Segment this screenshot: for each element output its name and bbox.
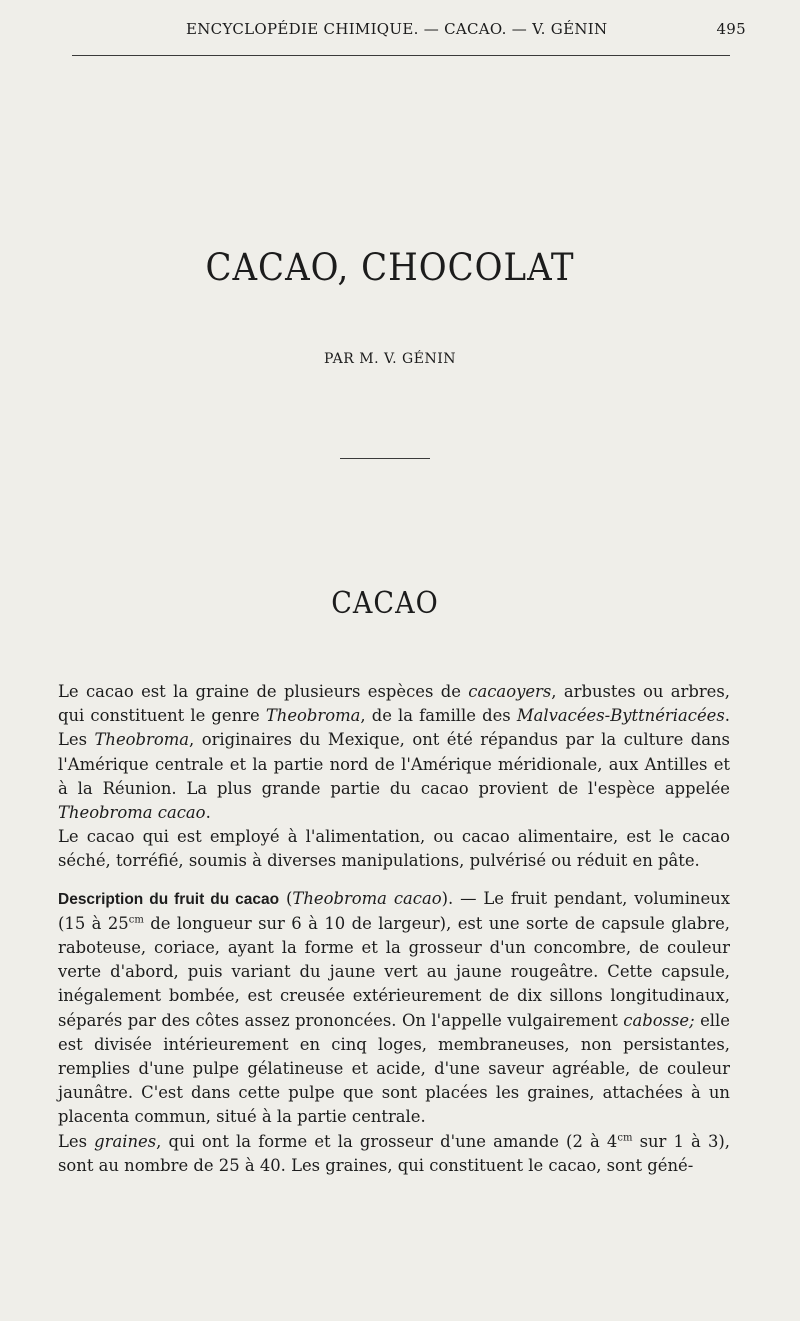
text-run: — Le fruit pendant, volumineux (15 à 25 <box>58 888 730 933</box>
italic-run: cabosse; <box>623 1010 695 1030</box>
text-run: sur 1 à 3), sont au nombre de 25 à 40. Les graines, qui constituent le cacao, sont géné- <box>58 1131 730 1175</box>
text-run: elle est divisée intérieurement en cinq loges, membraneuses, non persistantes, remplies d'une pulpe gélatineuse et acide, d'une saveur agréable, de couleur jaunâtre. C'est dans cette pulpe que sont placées les graines, attachées à un placenta commun, situé à la partie centrale. <box>58 1010 730 1127</box>
text-run: de longueur sur 6 à 10 de largeur), est une sorte de capsule glabre, raboteuse, coriace, ayant la forme et la grosseur d'un concombre, de couleur verte d'abord, puis variant du jaune vert au jaune rougeâtre. Cette capsule, inégalement bombée, est creusée extérieurement de dix sillons longitudinaux, séparés par des côtes assez prononcées. On l'appelle vulgairement <box>58 913 730 1030</box>
italic-run: Theobroma cacao <box>292 888 442 908</box>
paragraph-4 <box>40 1130 730 1178</box>
paragraph-heading: Description du fruit du cacao <box>58 890 280 908</box>
text-run: , arbustes ou arbres, qui constituent le genre <box>58 682 731 726</box>
text-run: Les <box>58 1131 95 1151</box>
text-run: , qui ont la forme et la grosseur d'une amande (2 à 4 <box>156 1131 618 1151</box>
italic-run: Malvacées-Byttnériacées <box>516 706 725 726</box>
paragraph-3 <box>40 887 730 1130</box>
paragraph-1 <box>40 680 730 825</box>
text-run: . <box>205 803 211 823</box>
body-text <box>40 680 730 1178</box>
italic-run: graines <box>94 1131 157 1151</box>
italic-run: Theobroma <box>94 730 190 750</box>
paragraph-2: Le cacao qui est employé à l'alimentation, ou cacao alimentaire, est le cacao séché, torréfié, soumis à diverses manipulations, pulvérisé ou réduit en pâte. <box>58 827 730 871</box>
italic-run: Theobroma cacao <box>58 803 206 823</box>
main-title: CACAO, CHOCOLAT <box>205 246 575 290</box>
italic-run: Theobroma <box>265 706 361 726</box>
page-number: 495 <box>716 20 746 38</box>
text-run: ( <box>279 888 293 908</box>
superscript-unit: cm <box>128 914 144 926</box>
header-rule <box>72 55 730 56</box>
superscript-unit: cm <box>617 1132 633 1144</box>
running-title: ENCYCLOPÉDIE CHIMIQUE. — CACAO. — V. GÉNIN <box>186 20 608 38</box>
text-run: , originaires du Mexique, ont été répandus par la culture dans l'Amérique centrale et la partie nord de l'Amérique méridionale, aux Antilles et à la Réunion. La plus grande partie du cacao provient de l'espèce appelée <box>58 730 730 798</box>
text-run: Le cacao est la graine de plusieurs espèces de <box>58 682 469 701</box>
title-divider <box>340 458 430 459</box>
text-run: . Les <box>58 706 730 750</box>
text-run: ). <box>441 888 454 908</box>
text-run: , de la famille des <box>360 706 517 726</box>
italic-run: cacaoyers <box>468 682 552 701</box>
section-title: CACAO <box>331 586 439 621</box>
author-byline: PAR M. V. GÉNIN <box>324 351 456 367</box>
